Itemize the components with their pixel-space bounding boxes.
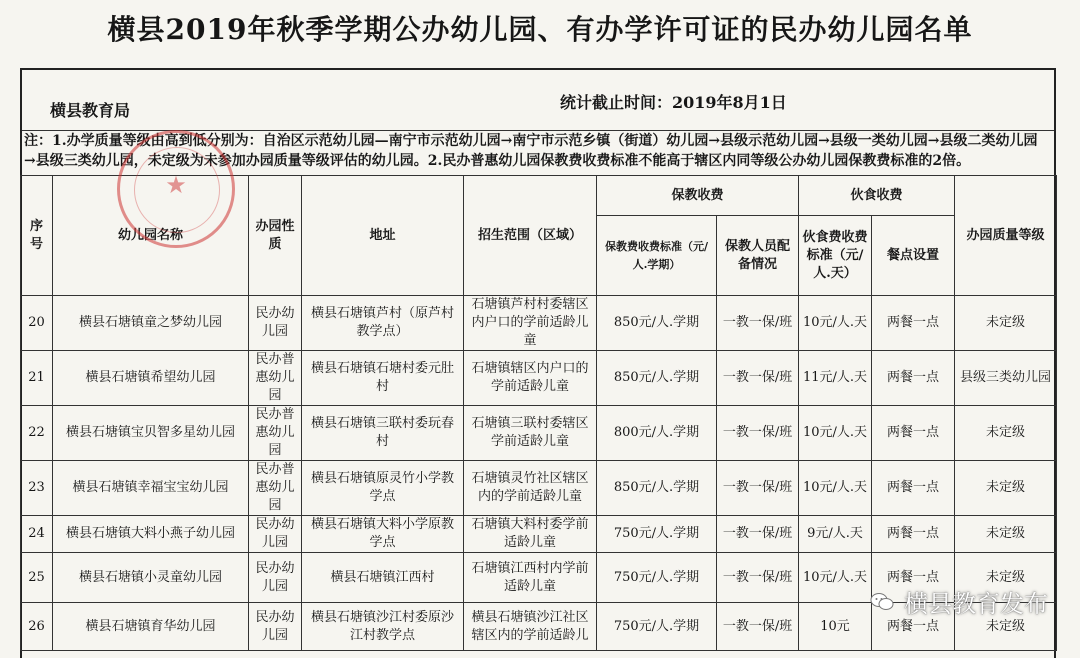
row-tuition-fee: 850元/人.学期: [597, 296, 717, 351]
row-seq: 24: [21, 516, 53, 553]
row-staffing: 一教一保/班: [717, 351, 799, 406]
header-meal-setting: 餐点设置: [872, 216, 955, 296]
row-seq: 20: [21, 296, 53, 351]
table-row: [21, 516, 1057, 553]
row-quality: 未定级: [955, 603, 1057, 651]
sheet-header: [22, 70, 1054, 131]
header-tuition-std: 保教费收费标准（元/人.学期）: [597, 216, 717, 296]
row-quality: 未定级: [955, 516, 1057, 553]
row-scope: 石塘镇灵竹社区辖区内的学前适龄儿童: [464, 461, 597, 516]
row-nature: 民办幼儿园: [249, 603, 302, 651]
row-staffing: 一教一保/班: [717, 296, 799, 351]
row-scope: 石塘镇三联村委辖区学前适龄儿童: [464, 406, 597, 461]
row-meal-fee: 10元/人.天: [799, 461, 872, 516]
row-seq: 23: [21, 461, 53, 516]
row-seq: 26: [21, 603, 53, 651]
header-meal-group: 伙食收费: [799, 176, 955, 216]
header-scope: 招生范围（区域）: [464, 176, 597, 296]
row-staffing: 一教一保/班: [717, 461, 799, 516]
row-tuition-fee: 800元/人.学期: [597, 406, 717, 461]
row-nature: 民办普惠幼儿园: [249, 351, 302, 406]
row-seq: 22: [21, 406, 53, 461]
row-staffing: 一教一保/班: [717, 516, 799, 553]
row-quality: 未定级: [955, 553, 1057, 603]
row-name: 横县石塘镇希望幼儿园: [53, 351, 249, 406]
row-address: 横县石塘镇大料小学原教学点: [302, 516, 464, 553]
row-name: 横县石塘镇宝贝智多星幼儿园: [53, 406, 249, 461]
table-row: [21, 461, 1057, 516]
issuer-label: 横县教育局: [50, 101, 131, 120]
row-tuition-fee: 850元/人.学期: [597, 461, 717, 516]
row-meal-fee: 11元/人.天: [799, 351, 872, 406]
row-staffing: 一教一保/班: [717, 406, 799, 461]
row-name: 横县石塘镇小灵童幼儿园: [53, 553, 249, 603]
notes-paragraph: 注：1.办学质量等级由高到低分别为：自治区示范幼儿园—南宁市示范幼儿园→南宁市示范乡镇（街道）幼儿园→县级示范幼儿园→县级一类幼儿园→县级二类幼儿园→县级三类幼儿园，未定级为未参加办园质量等级评估的幼儿园。2.民办普惠幼儿园保教费收费标准不能高于辖区内同等级公办幼儿园保教费标准的2倍。: [24, 133, 1038, 169]
row-meal-fee: 10元/人.天: [799, 296, 872, 351]
row-meal-setting: 两餐一点: [872, 296, 955, 351]
header-quality: 办园质量等级: [955, 176, 1057, 296]
row-nature: 民办幼儿园: [249, 296, 302, 351]
row-scope: 石塘镇江西村内学前适龄儿童: [464, 553, 597, 603]
header-tuition-group: 保教收费: [597, 176, 799, 216]
row-address: 横县石塘镇芦村（原芦村教学点）: [302, 296, 464, 351]
row-quality: 未定级: [955, 461, 1057, 516]
row-address: 横县石塘镇原灵竹小学教学点: [302, 461, 464, 516]
header-nature: 办园性质: [249, 176, 302, 296]
seal-star-icon: ★: [165, 171, 187, 199]
row-quality: 县级三类幼儿园: [955, 351, 1057, 406]
row-meal-setting: 两餐一点: [872, 603, 955, 651]
row-nature: 民办普惠幼儿园: [249, 406, 302, 461]
row-meal-fee: 10元/人.天: [799, 406, 872, 461]
row-name: 横县石塘镇育华幼儿园: [53, 603, 249, 651]
row-address: 横县石塘镇石塘村委元肚村: [302, 351, 464, 406]
row-address: 横县石塘镇三联村委玩春村: [302, 406, 464, 461]
row-meal-fee: 9元/人.天: [799, 516, 872, 553]
row-staffing: 一教一保/班: [717, 603, 799, 651]
row-meal-setting: 两餐一点: [872, 461, 955, 516]
table-row: [21, 406, 1057, 461]
row-tuition-fee: 850元/人.学期: [597, 351, 717, 406]
deadline-label: 统计截止时间：2019年8月1日: [560, 93, 787, 112]
header-seq: 序号: [21, 176, 53, 296]
official-seal: [117, 130, 235, 248]
header-staffing: 保教人员配备情况: [717, 216, 799, 296]
page-title: 横县2019年秋季学期公办幼儿园、有办学许可证的民办幼儿园名单: [107, 13, 973, 46]
row-scope: 石塘镇辖区内户口的学前适龄儿童: [464, 351, 597, 406]
row-name: 横县石塘镇大料小燕子幼儿园: [53, 516, 249, 553]
row-nature: 民办幼儿园: [249, 553, 302, 603]
row-meal-setting: 两餐一点: [872, 553, 955, 603]
document-sheet: [20, 68, 1056, 658]
table-row: [21, 296, 1057, 351]
row-seq: 25: [21, 553, 53, 603]
row-scope: 石塘镇芦村村委辖区内户口的学前适龄儿童: [464, 296, 597, 351]
watermark-text: 横县教育发布: [904, 590, 1048, 618]
row-meal-fee: 10元/人.天: [799, 553, 872, 603]
row-name: 横县石塘镇幸福宝宝幼儿园: [53, 461, 249, 516]
row-tuition-fee: 750元/人.学期: [597, 516, 717, 553]
row-meal-setting: 两餐一点: [872, 351, 955, 406]
header-address: 地址: [302, 176, 464, 296]
row-scope: 石塘镇大料村委学前适龄儿童: [464, 516, 597, 553]
row-meal-setting: 两餐一点: [872, 406, 955, 461]
row-tuition-fee: 750元/人.学期: [597, 603, 717, 651]
watermark: [870, 584, 1048, 619]
table-row: [21, 351, 1057, 406]
row-quality: 未定级: [955, 406, 1057, 461]
wechat-icon: [870, 592, 894, 612]
row-scope: 横县石塘镇沙江社区辖区内的学前适龄儿: [464, 603, 597, 651]
row-staffing: 一教一保/班: [717, 553, 799, 603]
row-address: 横县石塘镇江西村: [302, 553, 464, 603]
row-quality: 未定级: [955, 296, 1057, 351]
row-nature: 民办幼儿园: [249, 516, 302, 553]
header-meal-std: 伙食费收费标准（元/人.天）: [799, 216, 872, 296]
row-meal-fee: 10元: [799, 603, 872, 651]
row-address: 横县石塘镇沙江村委原沙江村教学点: [302, 603, 464, 651]
row-tuition-fee: 750元/人.学期: [597, 553, 717, 603]
row-meal-setting: 两餐一点: [872, 516, 955, 553]
row-nature: 民办普惠幼儿园: [249, 461, 302, 516]
row-seq: 21: [21, 351, 53, 406]
header-name: 幼儿园名称: [53, 176, 249, 296]
row-name: 横县石塘镇童之梦幼儿园: [53, 296, 249, 351]
